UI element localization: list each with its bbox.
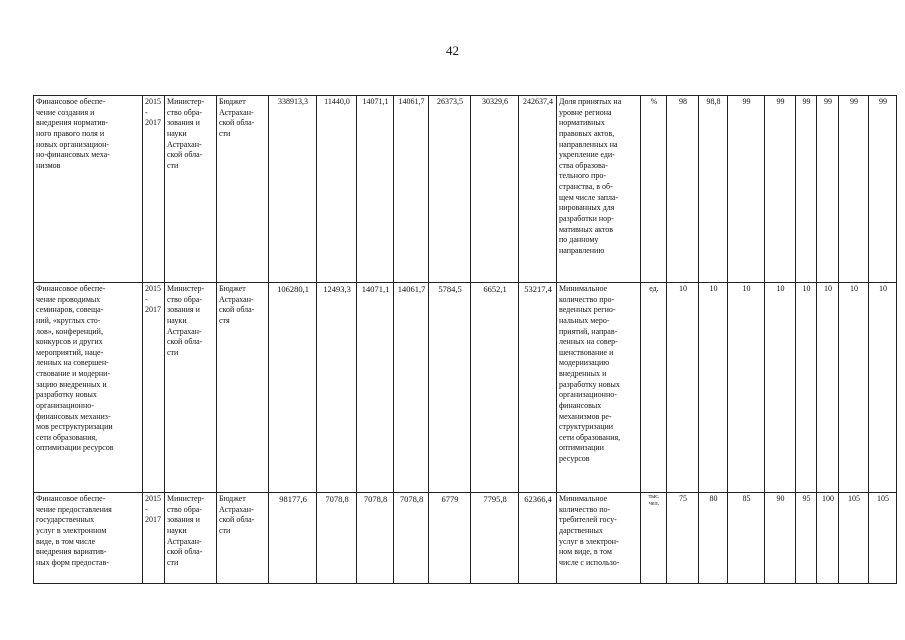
indicator-value-cell: 105 [869, 493, 897, 584]
table-row [34, 96, 897, 283]
indicator-value-cell: 10 [817, 283, 839, 493]
indicator-value-cell: 99 [869, 96, 897, 283]
indicator-value-cell: 10 [869, 283, 897, 493]
amount-cell: 6779 [429, 493, 471, 584]
indicator-value-cell: 99 [765, 96, 796, 283]
unit-cell: ед. [641, 283, 667, 493]
amount-cell: 62366,4 [519, 493, 557, 584]
indicator-value-cell: 98,8 [699, 96, 728, 283]
amount-cell: 7078,8 [357, 493, 394, 584]
indicator-value-cell: 10 [699, 283, 728, 493]
indicator-value-cell: 99 [728, 96, 765, 283]
indicator-value-cell: 98 [667, 96, 699, 283]
amount-cell: 242637,4 [519, 96, 557, 283]
amount-cell: 26373,5 [429, 96, 471, 283]
years-cell: 2015 - 2017 [143, 283, 165, 493]
indicator-value-cell: 10 [667, 283, 699, 493]
amount-cell: 12493,3 [317, 283, 357, 493]
page-number: 42 [446, 43, 459, 58]
funding-source-cell: Бюджет Астрахан- ской обла- сти [217, 96, 269, 283]
funding-source-cell: Бюджет Астрахан- ской обла- сти [217, 493, 269, 584]
indicator-value-cell: 105 [839, 493, 869, 584]
indicator-value-cell: 95 [796, 493, 817, 584]
program-table [33, 95, 897, 584]
unit-cell: % [641, 96, 667, 283]
indicator-cell: Доля принятых на уровне региона нормативных правовых актов, направленных на укрепление еди- ства образова- тельного про- странства, в об- щем числе запла- нированных для разработки нор- мативных актов по данному направлению [557, 96, 641, 283]
amount-cell: 53217,4 [519, 283, 557, 493]
activity-cell: Финансовое обеспе- чение создания и внедрения норматив- ного правого поля и новых организацион- но-финансовых меха- низмов [34, 96, 143, 283]
indicator-cell: Минимальное количество по- требителей госу- дарственных услуг в электрон- ном виде, в том числе с использо- [557, 493, 641, 584]
amount-cell: 14071,1 [357, 283, 394, 493]
amount-cell: 7078,8 [317, 493, 357, 584]
amount-cell: 14071,1 [357, 96, 394, 283]
amount-cell: 5784,5 [429, 283, 471, 493]
indicator-value-cell: 10 [839, 283, 869, 493]
amount-cell: 30329,6 [471, 96, 519, 283]
indicator-value-cell: 80 [699, 493, 728, 584]
executor-cell: Министер- ство обра- зования и науки Астрахан- ской обла- сти [165, 96, 217, 283]
amount-total-cell: 98177,6 [269, 493, 317, 584]
amount-cell: 11440,0 [317, 96, 357, 283]
indicator-value-cell: 75 [667, 493, 699, 584]
executor-cell: Министер- ство обра- зования и науки Астрахан- ской обла- сти [165, 493, 217, 584]
activity-cell: Финансовое обеспе- чение предоставления государственных услуг в электронном виде, в том числе внедрения вариатив- ных форм предостав- [34, 493, 143, 584]
indicator-value-cell: 10 [728, 283, 765, 493]
indicator-value-cell: 100 [817, 493, 839, 584]
activity-cell: Финансовое обеспе- чение проводимых семинаров, совеща- ний, «круглых сто- лов», конференций, конкурсов и других мероприятий, наце- ленных на совершен- ствование и модерни- зацию внедренных и разработку новых организационно- финансовых механиз- мов реструктуризации сети образования, оптимизации ресурсов [34, 283, 143, 493]
amount-cell: 14061,7 [394, 96, 429, 283]
indicator-value-cell: 99 [817, 96, 839, 283]
amount-cell: 14061,7 [394, 283, 429, 493]
amount-total-cell: 106280,1 [269, 283, 317, 493]
amount-total-cell: 338913,3 [269, 96, 317, 283]
years-cell: 2015 - 2017 [143, 96, 165, 283]
years-cell: 2015 - 2017 [143, 493, 165, 584]
amount-cell: 7795,8 [471, 493, 519, 584]
indicator-value-cell: 99 [796, 96, 817, 283]
unit-cell: тыс. чел. [641, 493, 667, 584]
amount-cell: 6652,1 [471, 283, 519, 493]
indicator-value-cell: 99 [839, 96, 869, 283]
table-row [34, 283, 897, 493]
indicator-value-cell: 85 [728, 493, 765, 584]
amount-cell: 7078,8 [394, 493, 429, 584]
indicator-value-cell: 10 [796, 283, 817, 493]
executor-cell: Министер- ство обра- зования и науки Астрахан- ской обла- сти [165, 283, 217, 493]
table-row [34, 493, 897, 584]
funding-source-cell: Бюджет Астрахан- ской обла- стя [217, 283, 269, 493]
indicator-cell: Минимальное количество про- веденных регио- нальных меро- приятий, направ- ленных на совер- шенствование и модернизацию внедренных и разработку новых организационно- финансовых механизмов ре- структуризации сети образования, оптимизации ресурсов [557, 283, 641, 493]
indicator-value-cell: 90 [765, 493, 796, 584]
indicator-value-cell: 10 [765, 283, 796, 493]
